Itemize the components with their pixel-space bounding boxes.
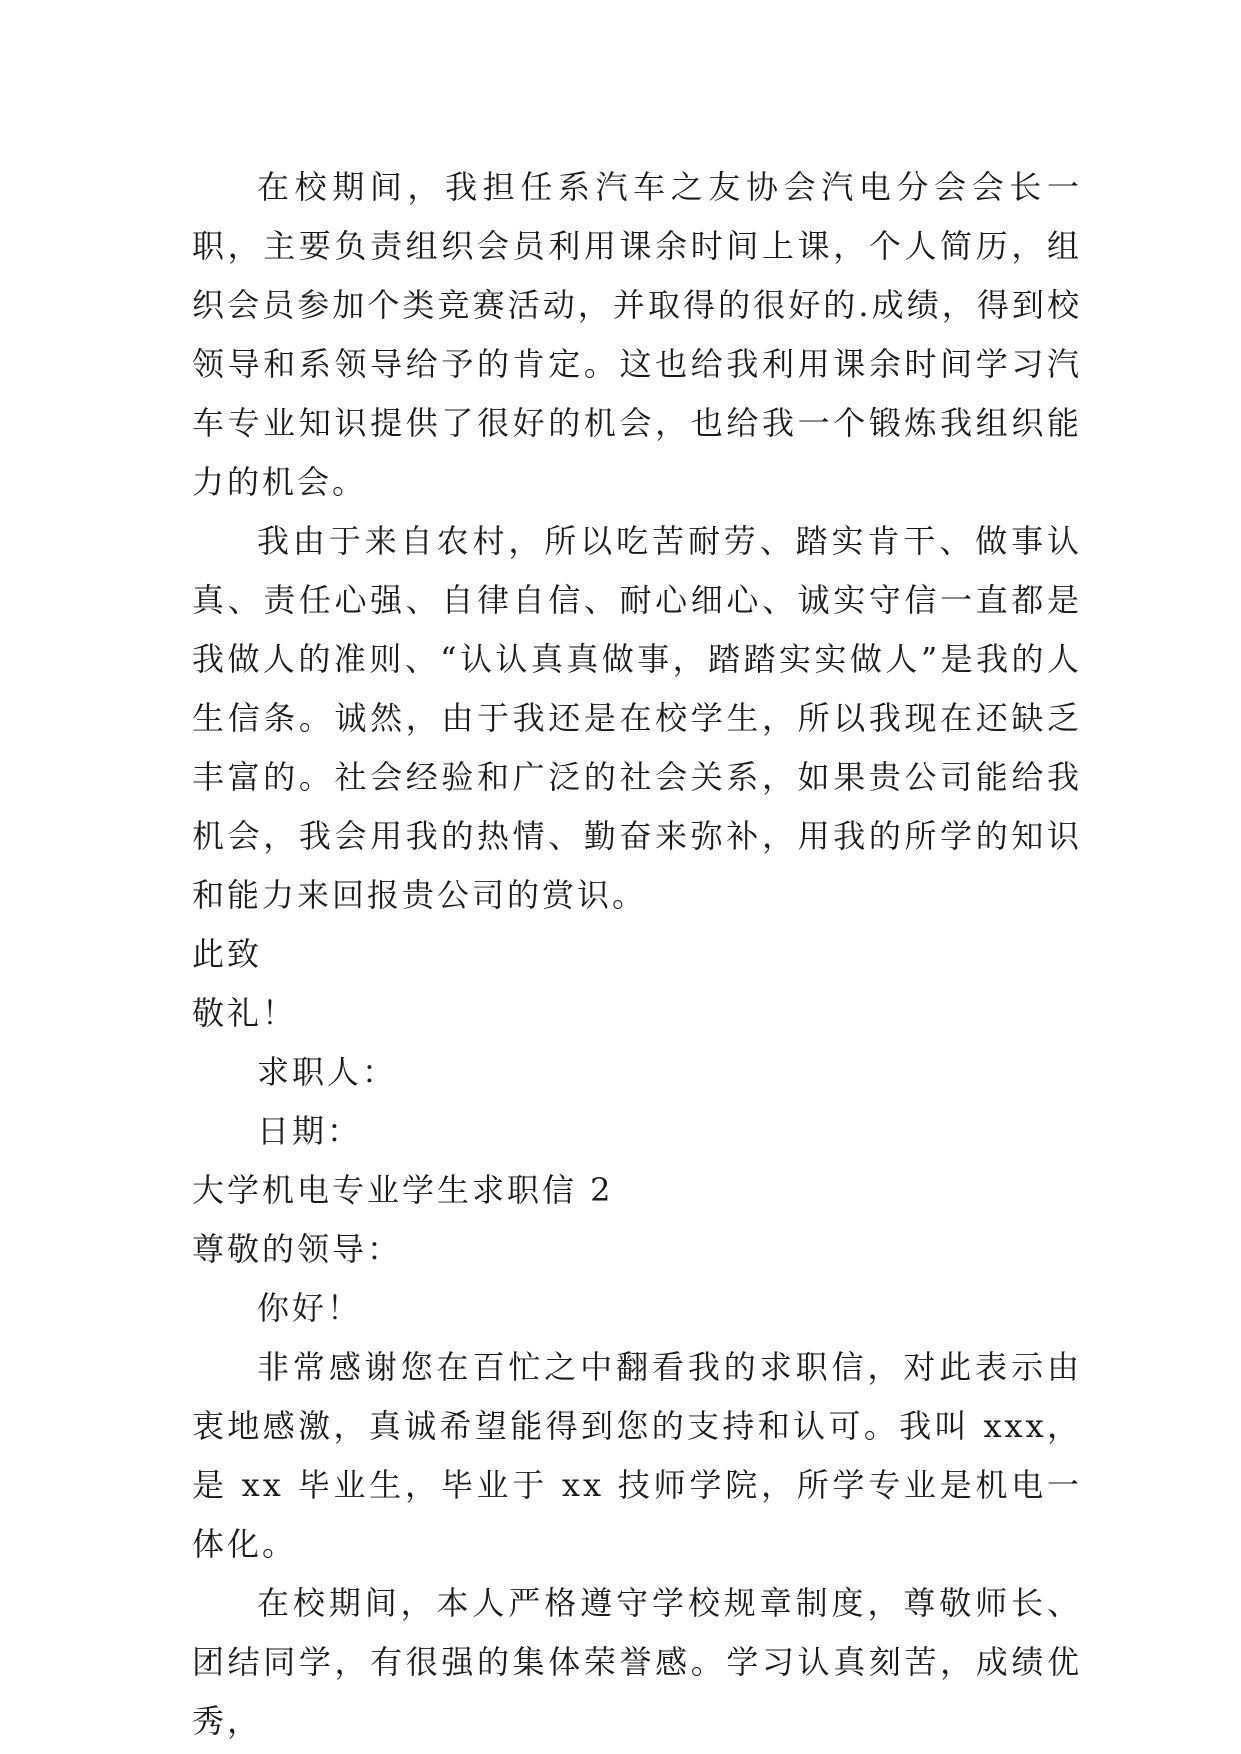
paragraph-introduction: 非常感谢您在百忙之中翻看我的求职信，对此表示由衷地感激，真诚希望能得到您的支持和认可。我叫 xxx，是 xx 毕业生，毕业于 xx 技师学院，所学专业是机电一体化。 [192,1348,1082,1563]
date-label: 日期： [257,1112,363,1150]
paragraph-school-performance: 在校期间，本人严格遵守学校规章制度，尊敬师长、团结同学，有很强的集体荣誉感。学习认真刻苦，成绩优秀， [192,1584,1082,1740]
document-body [192,158,1082,1751]
greeting: 你好！ [257,1289,363,1327]
paragraph-personal-qualities: 我由于来自农村，所以吃苦耐劳、踏实肯干、做事认真、责任心强、自律自信、耐心细心、诚实守信一直都是我做人的准则、“认认真真做事，踏踏实实做人”是我的人生信条。诚然，由于我还是在校学生，所以我现在还缺乏丰富的。社会经验和广泛的社会关系，如果贵公司能给我机会，我会用我的热情、勤奋来弥补，用我的所学的知识和能力来回报贵公司的赏识。 [192,522,1082,914]
applicant-label: 求职人： [257,1053,398,1091]
paragraph-student-association: 在校期间，我担任系汽车之友协会汽电分会会长一职，主要负责组织会员利用课余时间上课，个人简历，组织会员参加个类竞赛活动，并取得的很好的.成绩，得到校领导和系领导给予的肯定。这也给我利用课余时间学习汽车专业知识提供了很好的机会，也给我一个锻炼我组织能力的机会。 [192,168,1082,501]
section-title: 大学机电专业学生求职信 2 [192,1171,614,1209]
closing-line-1: 此致 [192,935,263,973]
closing-line-2: 敬礼！ [192,994,298,1032]
salutation: 尊敬的领导： [192,1230,403,1268]
